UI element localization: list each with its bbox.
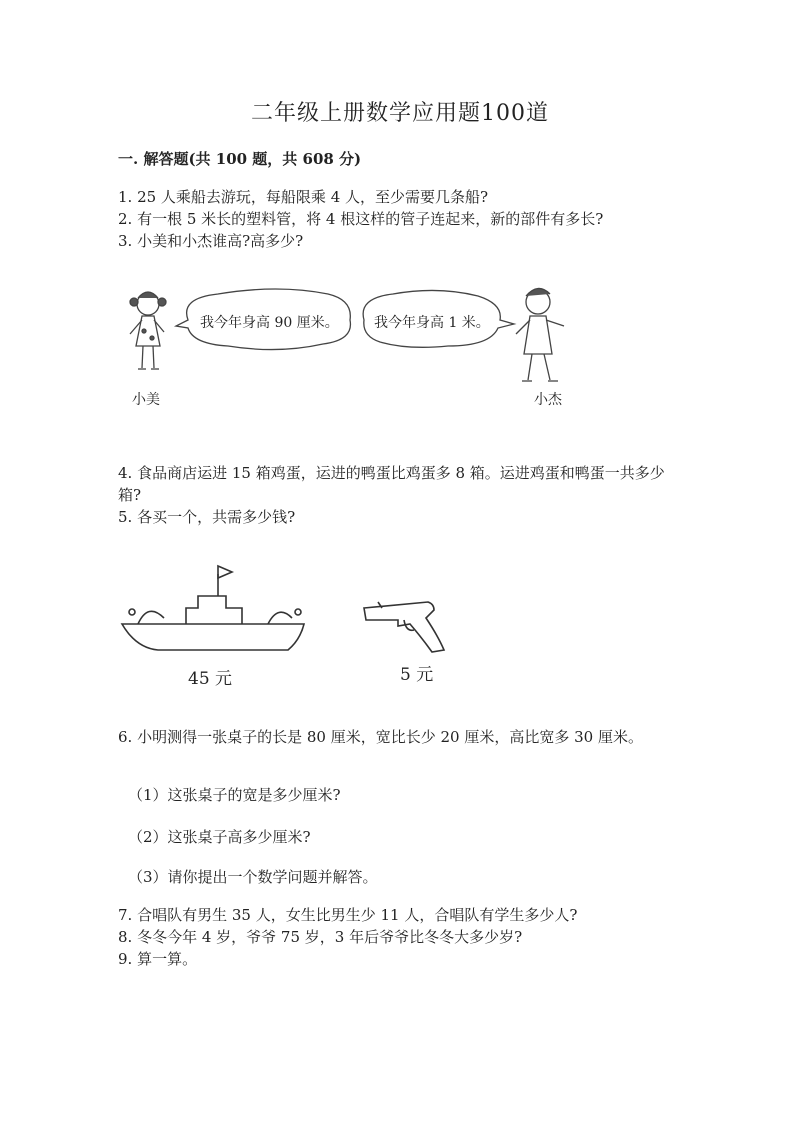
question-6-part-1: （1）这张桌子的宽是多少厘米? [128, 786, 341, 804]
question-4: 4. 食品商店运进 15 箱鸡蛋，运进的鸭蛋比鸡蛋多 8 箱。运进鸡蛋和鸭蛋一共多少箱? [118, 464, 665, 504]
ship-illustration [118, 556, 308, 660]
girl-illustration [130, 292, 166, 369]
question-2: 2. 有一根 5 米长的塑料管，将 4 根这样的管子连起来，新的部件有多长? [118, 210, 604, 228]
ship-price: 45 元 [188, 669, 233, 689]
boy-name-label: 小杰 [534, 392, 562, 408]
gun-price: 5 元 [400, 665, 434, 685]
question-8: 8. 冬冬今年 4 岁，爷爷 75 岁，3 年后爷爷比冬冬大多少岁? [118, 928, 523, 946]
question-6: 6. 小明测得一张桌子的长是 80 厘米，宽比长少 20 厘米，高比宽多 30 厘米。 [118, 728, 643, 746]
section-heading: 一. 解答题(共 100 题，共 608 分) [118, 150, 362, 168]
boy-illustration [516, 288, 564, 381]
girl-name-label: 小美 [132, 392, 160, 408]
question-5: 5. 各买一个，共需多少钱? [118, 508, 296, 526]
question-7: 7. 合唱队有男生 35 人，女生比男生少 11 人，合唱队有学生多少人? [118, 906, 578, 924]
girl-speech-text: 我今年身高 90 厘米。 [200, 315, 339, 331]
question-9: 9. 算一算。 [118, 950, 198, 968]
boy-speech-text: 我今年身高 1 米。 [374, 315, 490, 331]
question-6-part-2: （2）这张桌子高多少厘米? [128, 828, 311, 846]
height-comparison-figure [118, 276, 598, 420]
question-3: 3. 小美和小杰谁高?高多少? [118, 232, 304, 250]
page-title: 二年级上册数学应用题100道 [251, 101, 549, 126]
toy-gun-illustration [358, 596, 468, 660]
question-6-part-3: （3）请你提出一个数学问题并解答。 [128, 868, 378, 886]
question-1: 1. 25 人乘船去游玩，每船限乘 4 人，至少需要几条船? [118, 188, 489, 206]
